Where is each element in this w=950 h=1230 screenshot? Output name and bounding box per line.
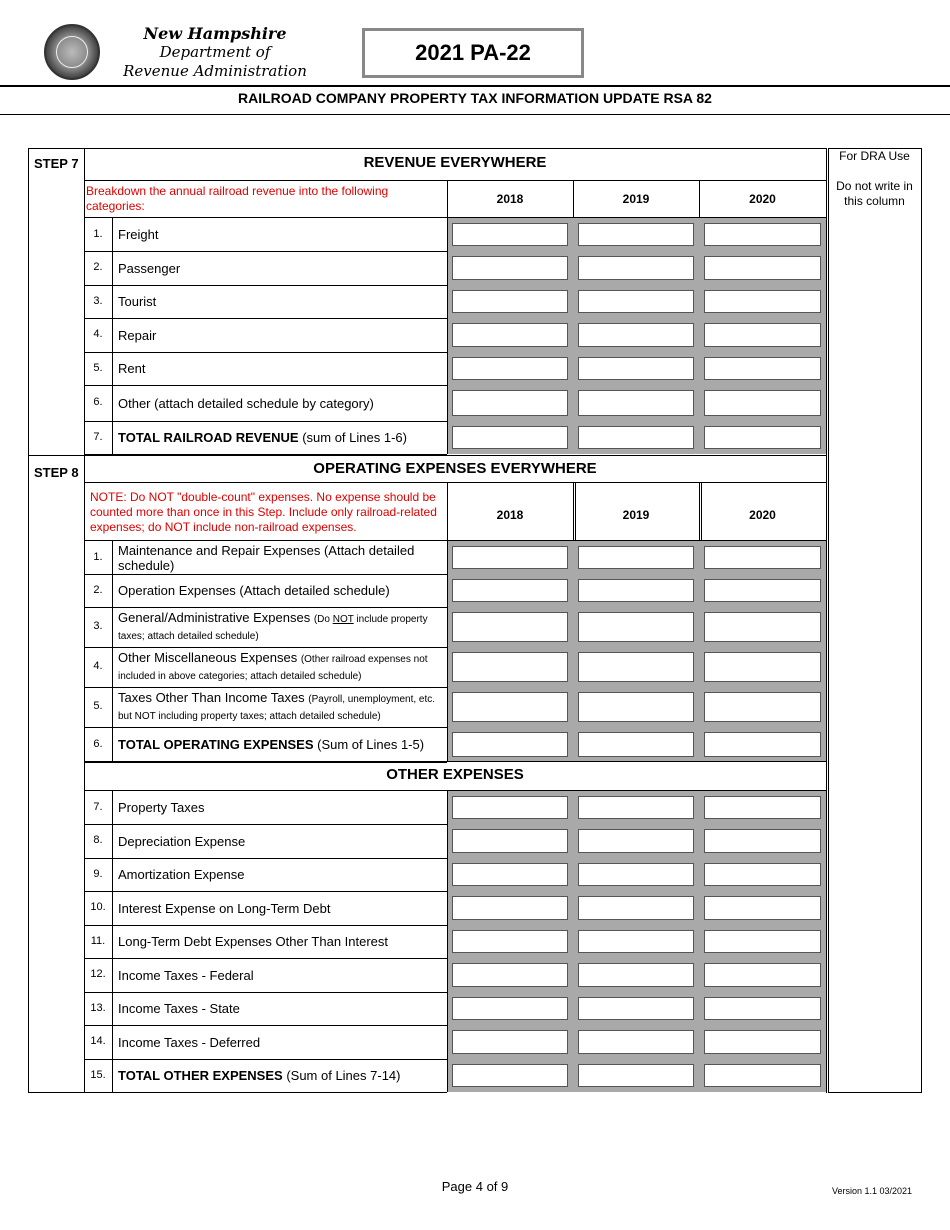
revenue-line-label-text: Freight [118,227,159,242]
step7-year-2020: 2020 [749,192,776,206]
revenue-num-divider [112,385,113,421]
other-expenses-title: OTHER EXPENSES [386,766,524,783]
opex-line-label [118,578,443,603]
opex-line-number: 2. [93,583,103,596]
other-row-line [84,824,447,825]
other-line-label [118,895,443,921]
revenue-line-label [118,425,443,450]
step7-year-divider [699,180,700,217]
opex-line-label-text: (Sum of Lines 1-5) [313,737,425,752]
other-line-label [118,1029,443,1055]
opex-input-2020[interactable] [704,732,821,757]
revenue-line-label-text: Repair [118,327,157,343]
form-id: 2021 PA-22 [362,28,584,78]
revenue-line-number: 6. [93,396,103,408]
revenue-line-label [118,356,443,381]
revenue-input-2020[interactable] [704,390,821,416]
other-num-divider [112,891,113,925]
agency-line-3: Revenue Administration [123,62,307,80]
opex-line-label [118,731,443,758]
step8-year-2018: 2018 [496,508,524,522]
revenue-line-label-text: Passenger [118,260,181,276]
other-input-2019[interactable] [578,997,694,1020]
other-line-label-text: Income Taxes - Federal [118,967,254,983]
revenue-input-2018[interactable] [452,256,568,280]
revenue-line-label-bold: TOTAL RAILROAD REVENUE [118,430,299,445]
revenue-num-divider [112,251,113,285]
other-input-2018[interactable] [452,829,568,853]
other-label-divider [447,925,448,958]
opex-input-2019[interactable] [578,692,694,722]
other-input-2020[interactable] [704,930,821,953]
other-line-label-text: Income Taxes - State [118,1001,240,1016]
page-number: Page 4 of 9 [441,1179,509,1194]
other-label-divider [447,992,448,1025]
revenue-input-2020[interactable] [704,223,821,246]
revenue-num-divider [112,285,113,318]
dra-left [828,148,829,1092]
other-line-label-text: Income Taxes - Deferred [118,1034,261,1050]
revenue-label-divider [447,352,448,385]
dra-right [921,148,922,1092]
other-row-line [84,891,447,892]
revenue-label-divider [447,251,448,285]
revenue-line-number: 2. [93,261,103,273]
other-num-divider [112,824,113,858]
opex-input-2018[interactable] [452,546,568,569]
other-line-label-text: Depreciation Expense [118,833,246,849]
opex-line-label [118,651,443,683]
other-line-label [118,862,443,887]
other-input-2018[interactable] [452,796,568,819]
revenue-num-divider [112,318,113,352]
dra-title: For DRA Use [839,149,910,163]
other-num-divider [112,958,113,992]
opex-line-label-text: Maintenance and Repair Expenses (Attach detailed schedule) [118,542,415,573]
opex-line-label-text: Other Miscellaneous Expenses [118,650,301,665]
opex-line-note: (Do [313,614,333,625]
other-line-label-text: Amortization Expense [118,867,245,882]
opex-input-2020[interactable] [704,612,821,642]
other-line-number: 15. [90,1068,106,1081]
revenue-input-2018[interactable] [452,290,568,313]
other-input-2019[interactable] [578,896,694,920]
revenue-line-number: 7. [93,430,103,443]
opex-row-line [84,727,447,728]
opex-line-note-emph: NOT [332,614,354,625]
revenue-input-2019[interactable] [578,357,694,380]
step8-year-divider-thick [701,482,702,540]
revenue-label-divider [447,318,448,352]
revenue-input-2018[interactable] [452,323,568,347]
revenue-line-number: 4. [93,328,103,340]
other-row-line [84,925,447,926]
revenue-line-label [118,289,443,314]
other-input-2020[interactable] [704,997,821,1020]
opex-line-label [118,611,443,643]
opex-input-2018[interactable] [452,579,568,602]
other-row-line [84,1059,447,1060]
revenue-line-label-text: Rent [118,361,146,376]
revenue-input-2019[interactable] [578,223,694,246]
revenue-row-line [84,352,447,353]
revenue-input-2019[interactable] [578,426,694,449]
other-input-2018[interactable] [452,963,568,987]
opex-num-divider [112,727,113,762]
revenue-input-2018[interactable] [452,390,568,416]
other-input-2020[interactable] [704,963,821,987]
revenue-num-divider [112,218,113,251]
opex-input-2019[interactable] [578,732,694,757]
opex-input-2020[interactable] [704,692,821,722]
revenue-line-number: 3. [93,294,103,307]
step7-title: REVENUE EVERYWHERE [363,154,547,171]
opex-label-divider [447,727,448,762]
opex-num-divider [112,574,113,607]
dra-bottom [828,1092,922,1093]
opex-num-divider [112,541,113,574]
frame-left [28,148,29,1092]
other-input-2020[interactable] [704,796,821,819]
frame-top [84,148,826,149]
other-input-2019[interactable] [578,1064,694,1087]
opex-line-number: 3. [93,620,103,632]
other-input-2018[interactable] [452,863,568,886]
opex-input-2018[interactable] [452,612,568,642]
revenue-line-label [118,222,443,247]
revenue-input-2020[interactable] [704,357,821,380]
revenue-line-number: 1. [93,227,103,240]
opex-line-label-text: General/Administrative Expenses [118,610,314,625]
frame-bottom-step [28,1092,84,1093]
other-num-divider [112,791,113,824]
other-input-2020[interactable] [704,1064,821,1087]
revenue-line-label-text: Tourist [118,294,157,309]
other-label-divider [447,858,448,891]
step8-year-divider [699,482,700,540]
opex-label-divider [447,607,448,647]
other-num-divider [112,925,113,958]
other-line-label-bold: TOTAL OTHER EXPENSES [118,1068,283,1083]
other-input-2019[interactable] [578,829,694,853]
other-label-divider [447,824,448,858]
revenue-row-line [84,285,447,286]
revenue-input-2018[interactable] [452,426,568,449]
revenue-label-divider [447,285,448,318]
agency-line-1: New Hampshire [143,24,287,43]
revenue-line-number: 5. [93,361,103,374]
frame-top-step [28,148,84,149]
other-line-number: 9. [93,867,103,880]
form-subtitle: RAILROAD COMPANY PROPERTY TAX INFORMATION UPDATE RSA 82 [238,90,712,106]
other-line-number: 7. [93,800,103,813]
other-input-2018[interactable] [452,1030,568,1054]
other-input-2018[interactable] [452,1064,568,1087]
other-num-divider [112,1059,113,1092]
step7-bottom [28,455,826,456]
version-label: Version 1.1 03/2021 [832,1186,913,1196]
other-row-line [84,1025,447,1026]
opex-input-2019[interactable] [578,579,694,602]
other-line-label [118,1063,443,1088]
step8-year-2019: 2019 [622,508,650,522]
other-input-2020[interactable] [704,896,821,920]
opex-input-2020[interactable] [704,546,821,569]
other-input-2018[interactable] [452,930,568,953]
step8-year-divider-thick [575,482,576,540]
other-line-label [118,795,443,820]
revenue-label-divider [447,421,448,454]
revenue-row-line [84,421,447,422]
x [112,217,113,218]
revenue-label-divider [447,218,448,251]
step8-note: NOTE: Do NOT "double-count" expenses. No expense should be counted more than once in this Step. Include only railroad-related expenses; do NOT include non-railroad expenses. [90,490,437,534]
opex-input-2019[interactable] [578,652,694,682]
opex-line-note: (Payroll, unemployment, etc. but NOT including property taxes; attach detailed schedule) [118,694,436,722]
opex-input-2018[interactable] [452,732,568,757]
step7-year-2018: 2018 [496,192,524,206]
other-line-label-text: Long-Term Debt Expenses Other Than Interest [118,934,389,949]
step8-year-2020: 2020 [749,508,776,522]
revenue-label-divider [447,385,448,421]
opex-num-divider [112,687,113,727]
step7-year-divider [447,180,448,217]
other-num-divider [112,858,113,891]
step7-label: STEP 7 [34,156,79,171]
opex-row-line [84,574,447,575]
opex-input-2019[interactable] [578,546,694,569]
opex-line-label-bold: TOTAL OPERATING EXPENSES [118,737,314,752]
subtitle-divider [0,114,950,115]
other-line-label-text: Property Taxes [118,800,205,815]
opex-label-divider [447,647,448,687]
other-line-label [118,828,443,854]
other-line-number: 13. [90,1001,106,1014]
opex-line-number: 4. [93,660,103,672]
opex-row-line [84,687,447,688]
revenue-row-line [84,251,447,252]
opex-line-note: (Other railroad expenses not included in above categories; attach detailed schedule) [118,654,428,682]
revenue-line-label [118,322,443,348]
other-input-2019[interactable] [578,1030,694,1054]
other-line-number: 14. [90,1035,106,1047]
other-num-divider [112,1025,113,1059]
state-seal-logo [44,24,100,80]
revenue-line-label [118,389,443,417]
revenue-input-2019[interactable] [578,390,694,416]
other-label-divider [447,1025,448,1059]
opex-row-line [84,607,447,608]
opex-input-2018[interactable] [452,692,568,722]
other-line-label-text: Interest Expense on Long-Term Debt [118,900,331,916]
step7-instruction: Breakdown the annual railroad revenue into the following categories: [86,184,389,213]
other-input-2020[interactable] [704,1030,821,1054]
other-row-line [84,992,447,993]
opex-label-divider [447,574,448,607]
other-input-2019[interactable] [578,930,694,953]
revenue-input-2018[interactable] [452,223,568,246]
other-row-line [84,1092,447,1093]
opex-num-divider [112,607,113,647]
other-input-2018[interactable] [452,896,568,920]
opex-line-label-text: Taxes Other Than Income Taxes [118,690,309,705]
revenue-input-2020[interactable] [704,426,821,449]
revenue-line-label-text: Other (attach detailed schedule by category) [118,395,374,411]
other-label-divider [447,791,448,824]
step8-title-divider [84,482,826,483]
other-line-label-text: (Sum of Lines 7-14) [282,1068,401,1083]
opex-num-divider [112,647,113,687]
other-line-label [118,929,443,954]
step8-year-divider [447,482,448,540]
step8-year-divider [573,482,574,540]
step7-year-divider [573,180,574,217]
opex-bottom [84,761,826,762]
revenue-row-line [84,385,447,386]
opex-row-line [84,762,447,763]
revenue-row-line [84,318,447,319]
other-input-2019[interactable] [578,796,694,819]
other-row-line [84,858,447,859]
opex-line-label [118,691,443,723]
dra-note: Do not write in this column [836,179,913,208]
step7-year-2019: 2019 [622,192,650,206]
frame-right [826,148,827,1093]
other-row-line [84,958,447,959]
step8-label: STEP 8 [34,465,79,480]
opex-line-label-text: Operation Expenses (Attach detailed schedule) [118,583,390,598]
revenue-num-divider [112,421,113,454]
other-label-divider [447,958,448,992]
agency-name [110,24,320,81]
other-input-2020[interactable] [704,863,821,886]
other-line-label [118,962,443,988]
other-line-number: 8. [93,834,103,846]
other-line-label [118,996,443,1021]
other-line-number: 11. [90,934,106,947]
revenue-line-label [118,255,443,281]
other-line-number: 10. [90,901,106,913]
opex-input-2020[interactable] [704,579,821,602]
opex-row-line [84,647,447,648]
revenue-input-2019[interactable] [578,323,694,347]
revenue-input-2020[interactable] [704,256,821,280]
opex-line-number: 1. [93,550,103,563]
revenue-line-label-text: (sum of Lines 1-6) [298,430,407,445]
opex-input-2019[interactable] [578,612,694,642]
other-input-2019[interactable] [578,863,694,886]
step8-title: OPERATING EXPENSES EVERYWHERE [313,460,597,477]
other-label-divider [447,891,448,925]
other-input-2019[interactable] [578,963,694,987]
revenue-input-2018[interactable] [452,357,568,380]
opex-line-label [118,542,443,573]
header-divider [0,85,950,87]
opex-label-divider [447,687,448,727]
revenue-input-2019[interactable] [578,256,694,280]
step7-title-divider [84,180,826,181]
revenue-input-2020[interactable] [704,323,821,347]
opex-label-divider [447,541,448,574]
opex-line-number: 6. [93,737,103,750]
other-label-divider [447,1059,448,1092]
opex-input-2018[interactable] [452,652,568,682]
other-num-divider [112,992,113,1025]
other-input-2020[interactable] [704,829,821,853]
revenue-input-2020[interactable] [704,290,821,313]
opex-line-note-end: include property taxes; attach detailed schedule) [118,614,428,642]
revenue-input-2019[interactable] [578,290,694,313]
opex-line-number: 5. [93,700,103,712]
other-input-2018[interactable] [452,997,568,1020]
revenue-num-divider [112,352,113,385]
agency-line-2: Department of [159,43,271,61]
opex-input-2020[interactable] [704,652,821,682]
other-line-number: 12. [90,968,106,980]
